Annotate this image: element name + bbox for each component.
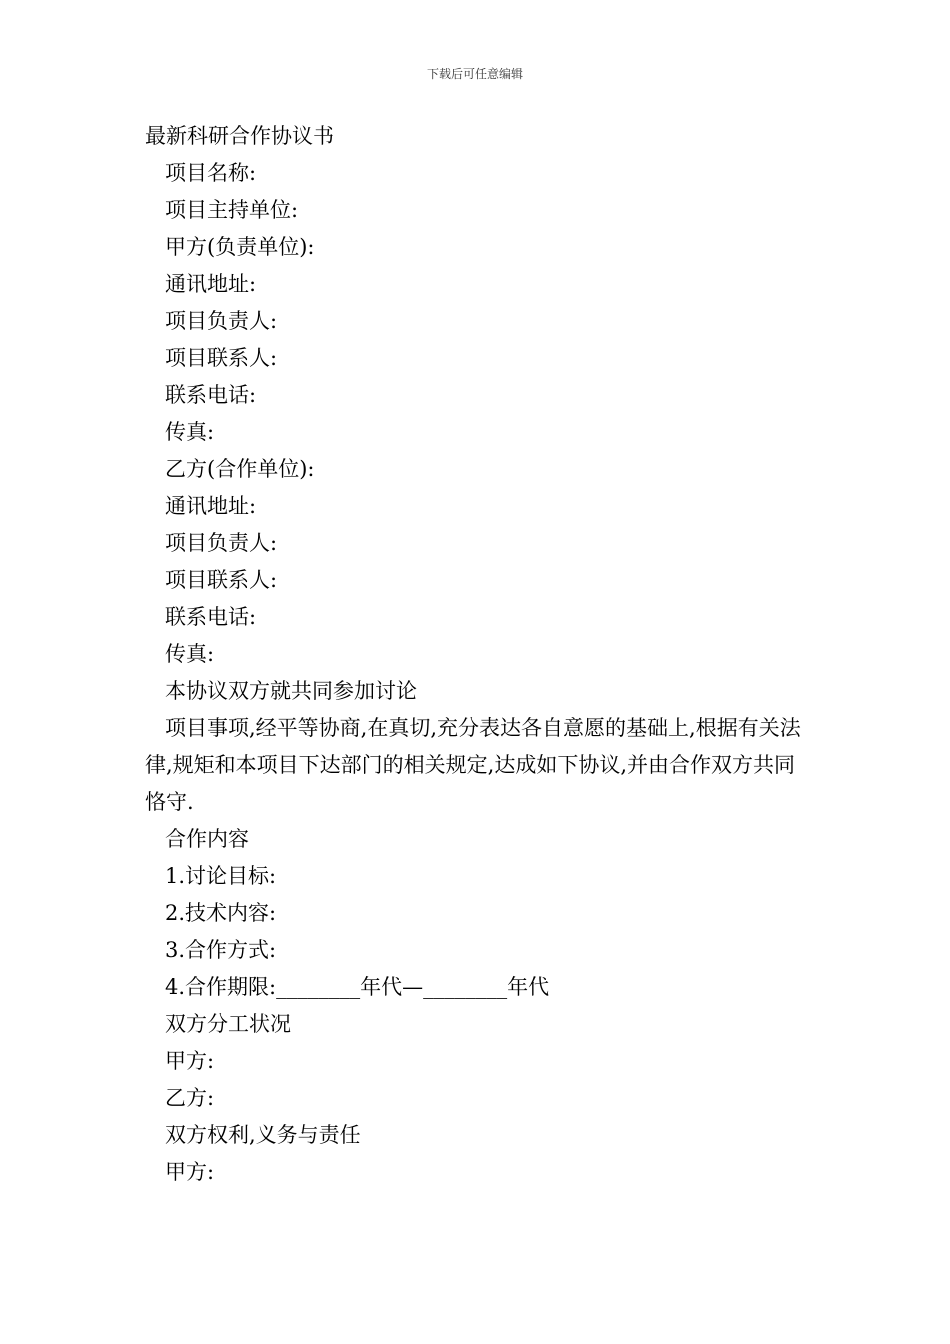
party-a-address: 通讯地址:: [165, 272, 257, 296]
division-party-a: 甲方:: [165, 1049, 215, 1073]
page-header: 下载后可任意编辑: [426, 67, 523, 81]
item-cooperation-method: 3.合作方式:: [165, 938, 277, 962]
item-technical-content: 2.技术内容:: [165, 901, 277, 925]
party-a-fax: 传真:: [165, 420, 215, 444]
intro-line: 本协议双方就共同参加讨论: [165, 679, 417, 703]
party-b-fax: 传真:: [165, 642, 215, 666]
field-project-name: 项目名称:: [165, 161, 257, 185]
document-body: [145, 118, 810, 1191]
party-b-contact: 项目联系人:: [165, 568, 278, 592]
party-a-heading: 甲方(负责单位):: [165, 235, 315, 259]
party-a-leader: 项目负责人:: [165, 309, 278, 333]
item-cooperation-period: 4.合作期限:________年代—________年代: [165, 975, 550, 999]
section-rights-obligations: 双方权利,义务与责任: [165, 1123, 361, 1147]
party-b-heading: 乙方(合作单位):: [165, 457, 315, 481]
section-cooperation-content: 合作内容: [165, 827, 249, 851]
rights-party-a: 甲方:: [165, 1160, 215, 1184]
party-a-contact: 项目联系人:: [165, 346, 278, 370]
intro-paragraph: 项目事项,经平等协商,在真切,充分表达各自意愿的基础上,根据有关法律,规矩和本项目下达部门的相关规定,达成如下协议,并由合作双方共同恪守.: [145, 716, 801, 814]
party-b-leader: 项目负责人:: [165, 531, 278, 555]
party-b-phone: 联系电话:: [165, 605, 257, 629]
party-a-phone: 联系电话:: [165, 383, 257, 407]
party-b-address: 通讯地址:: [165, 494, 257, 518]
section-division-of-work: 双方分工状况: [165, 1012, 291, 1036]
field-host-unit: 项目主持单位:: [165, 198, 299, 222]
item-research-goal: 1.讨论目标:: [165, 864, 277, 888]
division-party-b: 乙方:: [165, 1086, 215, 1110]
document-title: 最新科研合作协议书: [145, 124, 334, 148]
